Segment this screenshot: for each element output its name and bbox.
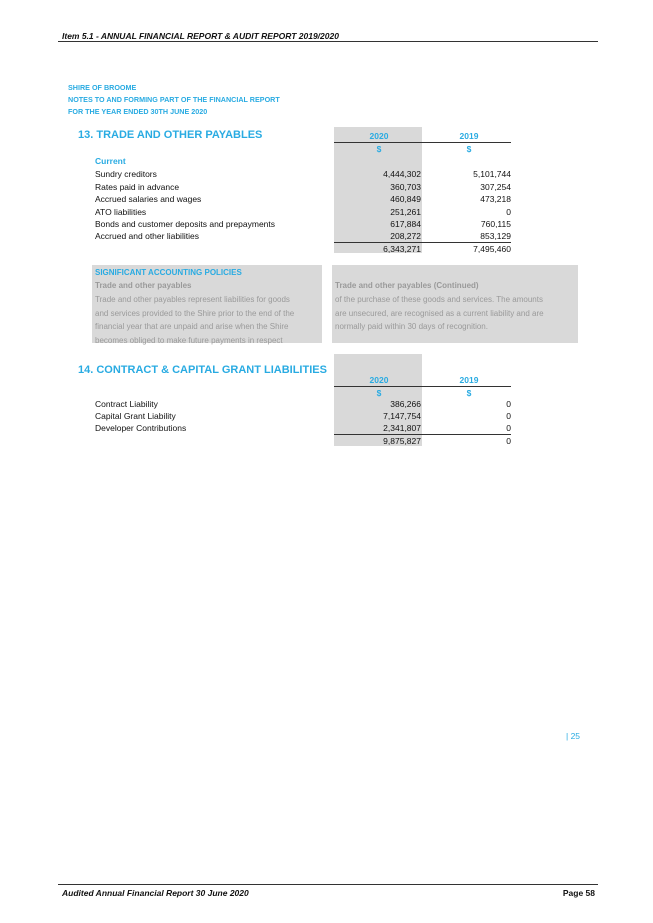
note14-currency-2019: $ [466,388,472,398]
note13-row-label: Accrued salaries and wages [95,194,202,204]
entity-period: FOR THE YEAR ENDED 30TH JUNE 2020 [68,107,208,116]
note13-row-label: Accrued and other liabilities [95,231,199,241]
note13-title: 13. TRADE AND OTHER PAYABLES [78,129,263,141]
policies-left-line: Trade and other payables represent liabilities for goods [95,295,290,304]
note14-row-2019-value: 0 [506,423,511,433]
policies-left-text [95,293,323,347]
note14-year-2020: 2020 [369,375,389,385]
note13-row-2019-value: 307,254 [480,182,511,192]
note14-row-2019-value: 0 [506,399,511,409]
policies-right-line: are unsecured, are recognised as a current liability and are [335,308,544,318]
policies-left-line: and services provided to the Shire prior to the end of the [95,308,295,318]
note14-year-2019: 2019 [459,375,479,385]
note13-row-label: Bonds and customer deposits and prepayments [95,219,276,229]
note13-row-2020-value: 4,444,302 [383,169,421,179]
policies-heading: SIGNIFICANT ACCOUNTING POLICIES [95,268,242,277]
note14-total-2019: 0 [506,436,511,446]
note13-year-2020: 2020 [369,131,389,141]
note13-row-2019-value: 5,101,744 [473,169,511,179]
note14-row-2020-value: 386,266 [390,399,421,409]
note13-row-2019-value: 760,115 [480,219,511,229]
note13-row-2020-value: 460,849 [390,194,421,204]
policies-left-line: becomes obliged to make future payments in respect [95,335,283,345]
policies-right-line: normally paid within 30 days of recognition. [335,322,488,331]
note13-subheading: Current [95,156,126,166]
policies-left-subheading: Trade and other payables [95,281,192,290]
note14-row-label: Developer Contributions [95,423,187,433]
note14-currency-2020: $ [376,388,382,398]
note13-row-2019-value: 853,129 [480,231,511,241]
policies-left-line: financial year that are unpaid and arise when the Shire [95,322,289,331]
note13-header-rule [334,142,511,143]
note13-total-2020: 6,343,271 [383,244,421,254]
note14-row-2019-value: 0 [506,411,511,421]
note14-row-2020-value: 2,341,807 [383,423,421,433]
note14-total-rule [334,434,511,435]
note13-total-2019: 7,495,460 [473,244,511,254]
entity-subtitle: NOTES TO AND FORMING PART OF THE FINANCIAL REPORT [68,95,280,104]
note13-currency-2020: $ [376,144,382,154]
note14-row-label: Contract Liability [95,399,158,409]
note13-currency-2019: $ [466,144,472,154]
policies-right-subheading: Trade and other payables (Continued) [335,281,479,290]
note14-row-label: Capital Grant Liability [95,411,176,421]
policies-right-line: of the purchase of these goods and services. The amounts [335,295,543,304]
note14-title: 14. CONTRACT & CAPITAL GRANT LIABILITIES [78,364,327,376]
note13-total-rule [334,242,511,243]
note14-row-2020-value: 7,147,754 [383,411,421,421]
footer-page-label: Page 58 [562,888,595,898]
document-header: Item 5.1 - ANNUAL FINANCIAL REPORT & AUDIT REPORT 2019/2020 [62,31,339,41]
page-number: | 25 [566,731,581,741]
note13-row-label: Sundry creditors [95,169,157,179]
footer-title: Audited Annual Financial Report 30 June 2020 [62,888,249,898]
note13-year-2019: 2019 [459,131,479,141]
note13-row-2020-value: 208,272 [390,231,421,241]
note14-total-2020: 9,875,827 [383,436,421,446]
header-rule [58,41,598,42]
note13-row-2019-value: 0 [506,207,511,217]
entity-name: SHIRE OF BROOME [68,83,137,92]
note13-row-2019-value: 473,218 [480,194,511,204]
note14-header-rule [334,386,511,387]
note13-row-label: Rates paid in advance [95,182,180,192]
note13-row-2020-value: 360,703 [390,182,421,192]
footer-rule [58,884,598,885]
note13-row-2020-value: 251,261 [390,207,421,217]
policies-right-text [335,293,578,334]
note13-row-label: ATO liabilities [95,207,147,217]
note13-row-2020-value: 617,884 [390,219,421,229]
entity-title-block [68,82,280,118]
